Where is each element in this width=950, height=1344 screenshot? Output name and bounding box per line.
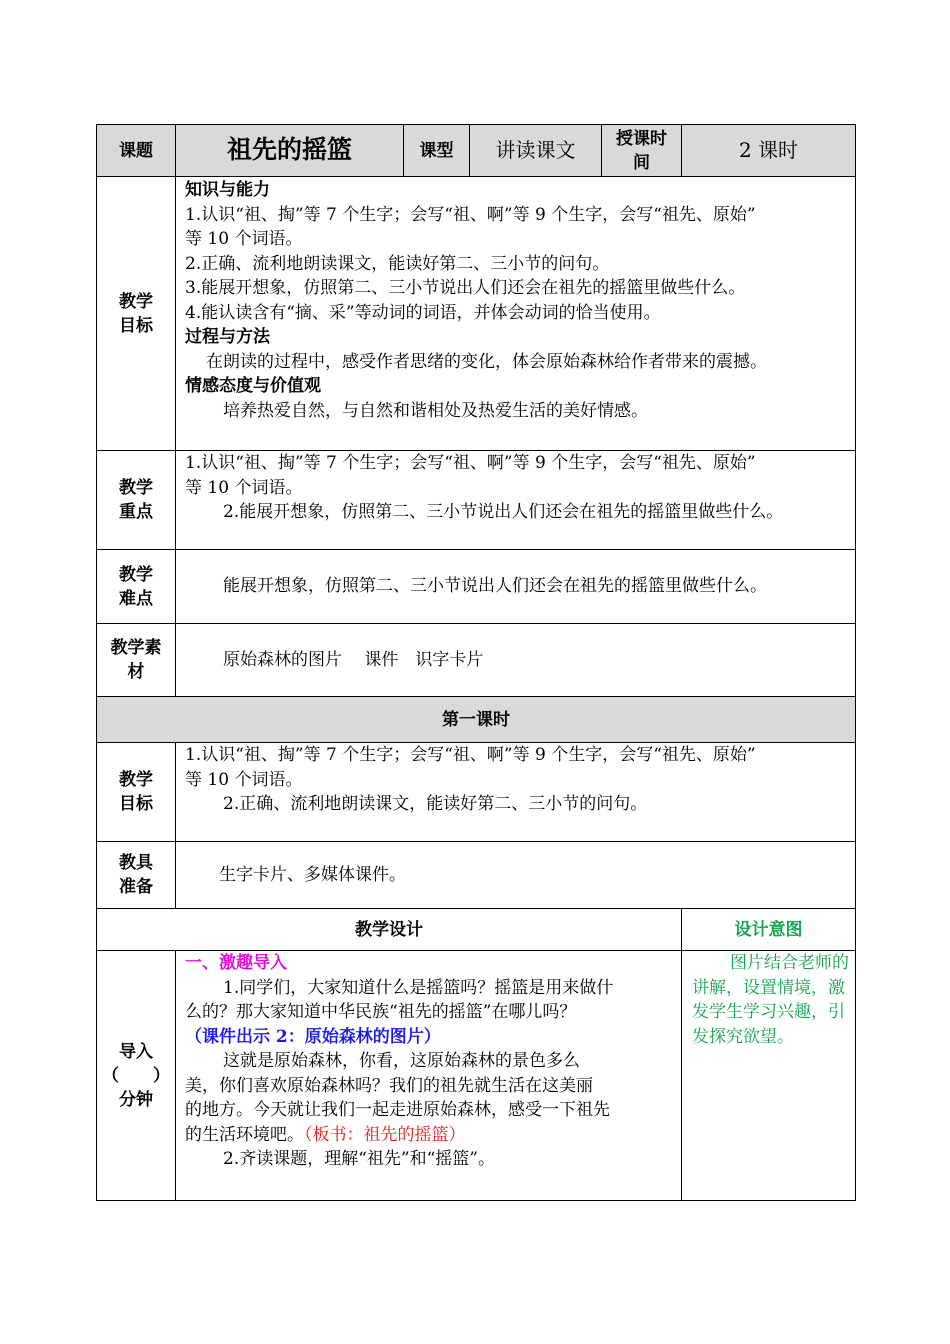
lesson1-title-row: [97, 697, 856, 743]
type-label: 课型: [404, 125, 470, 177]
intro-content: [176, 951, 682, 1201]
focus-row: [97, 451, 856, 550]
intent-label: 设计意图: [682, 909, 856, 951]
intro-board-note: （板书：祖先的摇篮）: [304, 1124, 466, 1145]
goals-item-4: 4.能认读含有“摘、采”等动词的词语，并体会动词的恰当使用。: [185, 302, 661, 323]
lesson1-goal-1a: 1.认识“祖、掏”等 7 个生字；会写“祖、啊”等 9 个生字，会写“祖先、原始”: [185, 745, 756, 765]
lesson-plan-table: [96, 124, 856, 1201]
intro-step2-b: 美，你们喜欢原始森林吗？我们的祖先就生活在这美丽: [185, 1075, 593, 1096]
time-label: 授课时间: [602, 125, 682, 177]
goals-item-2: 2.正确、流利地朗读课文，能读好第二、三小节的问句。: [185, 253, 610, 274]
design-header-row: [97, 909, 856, 951]
difficulty-content: [176, 550, 856, 624]
materials-text: 原始森林的图片 课件 识字卡片: [223, 649, 484, 670]
intro-step1-a: 1.同学们，大家知道什么是摇篮吗？摇篮是用来做什: [223, 977, 614, 998]
intro-heading: 一、激趣导入: [185, 953, 287, 973]
materials-row: [97, 624, 856, 697]
goals-emotion-text: 培养热爱自然，与自然和谐相处及热爱生活的美好情感。: [223, 400, 648, 421]
goals-heading-process: 过程与方法: [185, 327, 270, 347]
lesson1-tools-label: 教具准备: [97, 842, 176, 909]
header-row: [97, 125, 856, 177]
lesson-plan: [96, 124, 855, 1201]
goals-process-text: 在朗读的过程中，感受作者思绪的变化，体会原始森林给作者带来的震撼。: [206, 351, 767, 372]
intro-row: [97, 951, 856, 1201]
goals-heading-emotion: 情感态度与价值观: [185, 376, 321, 396]
goals-item-1a: 1.认识“祖、掏”等 7 个生字；会写“祖、啊”等 9 个生字，会写“祖先、原始”: [185, 204, 756, 225]
topic-label: 课题: [97, 125, 176, 177]
focus-item-2: 2.能展开想象，仿照第二、三小节说出人们还会在祖先的摇篮里做些什么。: [223, 502, 784, 522]
goals-content: [176, 177, 856, 451]
intro-step3: 2.齐读课题，理解“祖先”和“摇篮”。: [223, 1149, 495, 1169]
goals-label: 教学目标: [97, 177, 176, 451]
goals-row: [97, 177, 856, 451]
lesson1-goals-content: [176, 743, 856, 842]
intro-step1-b: 么的？那大家知道中华民族“祖先的摇篮”在哪儿吗？: [185, 1002, 577, 1022]
design-label: 教学设计: [97, 909, 682, 951]
materials-content: [176, 624, 856, 697]
lesson1-tools-text: 生字卡片、多媒体课件。: [219, 864, 406, 885]
goals-item-1b: 等 10 个词语。: [185, 229, 303, 249]
intent-content: [682, 951, 856, 1201]
intro-step2-d-text: 的生活环境吧。: [185, 1124, 304, 1145]
intro-courseware-note: （课件出示 2：原始森林的图片）: [185, 1026, 441, 1047]
difficulty-label: 教学难点: [97, 550, 176, 624]
intent-line-2: 讲解，设置情境，激: [692, 977, 845, 998]
lesson1-goals-label: 教学目标: [97, 743, 176, 842]
goals-item-3: 3.能展开想象，仿照第二、三小节说出人们还会在祖先的摇篮里做些什么。: [185, 278, 746, 298]
lesson1-goal-1b: 等 10 个词语。: [185, 769, 303, 790]
topic-title: 祖先的摇篮: [176, 125, 404, 177]
type-value: 讲读课文: [470, 125, 602, 177]
lesson1-goal-2: 2.正确、流利地朗读课文，能读好第二、三小节的问句。: [223, 794, 648, 814]
intent-line-1: 图片结合老师的: [730, 953, 849, 973]
intro-label-title: 导入: [119, 1041, 153, 1062]
intent-line-4: 发探究欲望。: [692, 1026, 794, 1047]
materials-label: 教学素材: [97, 624, 176, 697]
intro-label-unit: 分钟: [119, 1089, 153, 1110]
lesson1-goals-row: [97, 743, 856, 842]
lesson1-title: 第一课时: [97, 697, 856, 743]
focus-content: [176, 451, 856, 550]
focus-item-1b: 等 10 个词语。: [185, 477, 303, 498]
intro-step2-d: [185, 1123, 681, 1148]
difficulty-row: [97, 550, 856, 624]
time-value: 2 课时: [682, 125, 856, 177]
intro-step2-c: 的地方。今天就让我们一起走进原始森林，感受一下祖先: [185, 1100, 610, 1120]
intro-label: [97, 951, 176, 1201]
lesson1-tools-row: [97, 842, 856, 909]
intro-label-minutes: （ ）: [102, 1065, 170, 1086]
lesson1-tools-content: [176, 842, 856, 909]
goals-heading-knowledge: 知识与能力: [185, 180, 270, 200]
intro-step2-a: 这就是原始森林，你看，这原始森林的景色多么: [223, 1051, 580, 1071]
intent-line-3: 发学生学习兴趣，引: [692, 1002, 845, 1022]
difficulty-text: 能展开想象，仿照第二、三小节说出人们还会在祖先的摇篮里做些什么。: [223, 576, 767, 597]
focus-item-1a: 1.认识“祖、掏”等 7 个生字；会写“祖、啊”等 9 个生字，会写“祖先、原始”: [185, 453, 756, 473]
focus-label: 教学重点: [97, 451, 176, 550]
